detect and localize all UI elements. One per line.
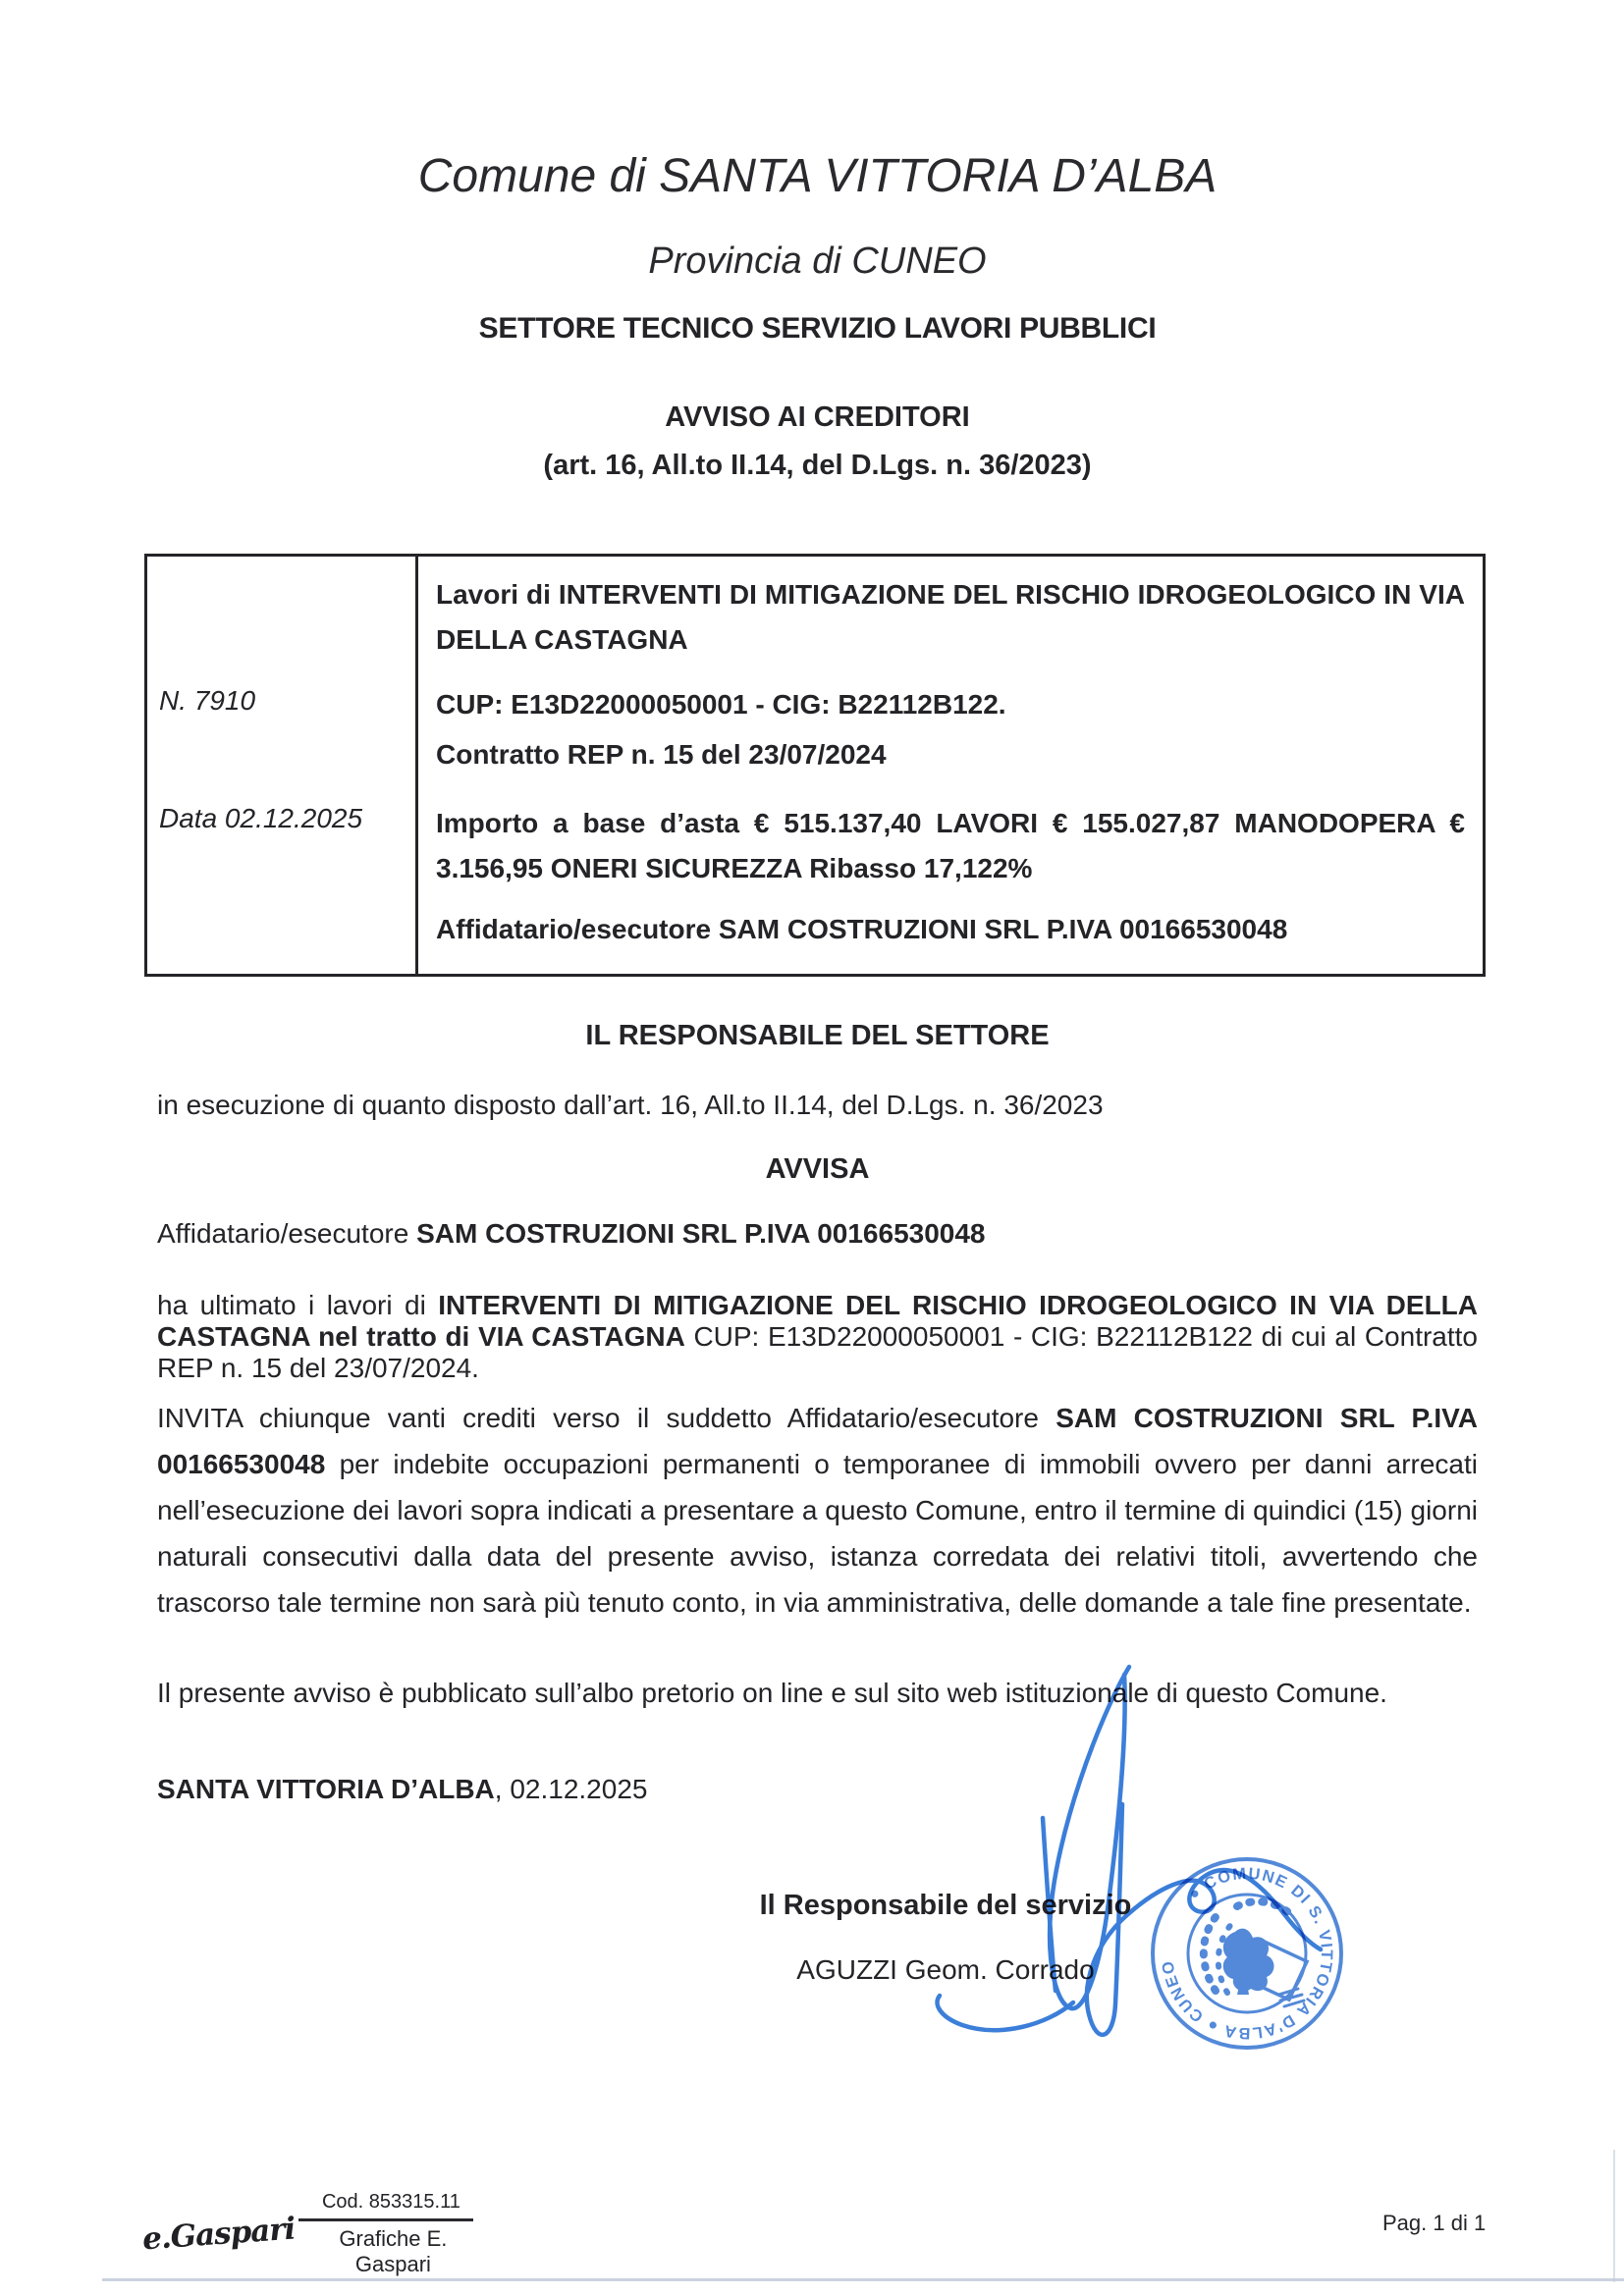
completion-pre: ha ultimato i lavori di	[157, 1289, 439, 1320]
completion-works-name: INTERVENTI DI MITIGAZIONE DEL RISCHIO IDROGEOLOGICO IN VIA DELLA CASTAGNA nel tratto di VIA CASTAGNA	[157, 1289, 1478, 1352]
invitation-paragraph	[157, 1395, 1478, 1626]
cup-cig-codes: CUP: E13D22000050001 - CIG: B22112B122.	[436, 689, 1006, 721]
registry-table	[144, 554, 1486, 976]
document-content	[157, 0, 1478, 1986]
protocol-number: N. 7910	[159, 685, 256, 717]
signer-name: AGUZZI Geom. Corrado	[796, 1953, 1095, 1985]
contractor-line	[157, 1217, 1478, 1251]
contract-amounts: Importo a base d’asta € 515.137,40 LAVORI € 155.027,87 MANODOPERA € 3.156,95 ONERI SICUREZZA Ribasso 17,122%	[436, 808, 1465, 883]
date-value: , 02.12.2025	[494, 1774, 648, 1805]
premise-line: in esecuzione di quanto disposto dall’art. 16, All.to II.14, del D.Lgs. n. 36/2023	[157, 1089, 1104, 1120]
works-title: Lavori di INTERVENTI DI MITIGAZIONE DEL RISCHIO IDROGEOLOGICO IN VIA DELLA CASTAGNA	[436, 579, 1465, 656]
contractor-line-table: Affidatario/esecutore SAM COSTRUZIONI SRL P.IVA 00166530048	[436, 913, 1288, 944]
printer-info	[298, 2191, 473, 2277]
invitation-pre: INVITA chiunque vanti crediti verso il suddetto Affidatario/esecutore	[157, 1403, 1056, 1434]
printer-name: Grafiche E. Gaspari	[339, 2226, 448, 2276]
contractor-prefix: Affidatario/esecutore	[157, 1218, 417, 1250]
scan-edge-bottom	[102, 2278, 1624, 2281]
official-heading: IL RESPONSABILE DEL SETTORE	[585, 1019, 1050, 1051]
province-title: Provincia di CUNEO	[648, 240, 987, 282]
department-title: SETTORE TECNICO SERVIZIO LAVORI PUBBLICI	[478, 311, 1157, 345]
registry-table-right-cell	[418, 557, 1483, 973]
printer-logo: e.Gaspari	[140, 2211, 297, 2258]
signer-role: Il Responsabile del servizio	[759, 1889, 1132, 1921]
stamp-ring-text: ● COMUNE DI S. VITTORIA D'ALBA ● CUNEO	[1159, 1864, 1336, 2043]
place-date-line	[157, 1773, 1478, 1806]
scan-edge-right	[1613, 2150, 1615, 2282]
completion-paragraph	[157, 1290, 1478, 1385]
municipality-title: Comune di SANTA VITTORIA D’ALBA	[417, 150, 1218, 202]
place-name: SANTA VITTORIA D’ALBA	[157, 1774, 495, 1805]
protocol-date: Data 02.12.2025	[159, 802, 363, 833]
form-code: Cod. 853315.11	[298, 2191, 473, 2221]
completion-post: CUP: E13D22000050001 - CIG: B22112B122 di cui al Contratto REP n. 15 del 23/07/2024.	[157, 1320, 1479, 1384]
contractor-name: SAM COSTRUZIONI SRL P.IVA 00166530048	[416, 1218, 986, 1250]
contract-reference: Contratto REP n. 15 del 23/07/2024	[436, 739, 887, 771]
invitation-contractor-name: SAM COSTRUZIONI SRL P.IVA 00166530048	[157, 1403, 1478, 1480]
notice-reference: (art. 16, All.to II.14, del D.Lgs. n. 36/2023)	[543, 450, 1092, 482]
registry-table-left-cell	[147, 557, 418, 973]
printer-brand-block	[142, 2191, 473, 2277]
signature-block	[587, 1890, 1304, 1987]
announces-heading: AVVISA	[765, 1153, 870, 1186]
notice-title: AVVISO AI CREDITORI	[665, 400, 970, 433]
page-indicator: Pag. 1 di 1	[1382, 2211, 1487, 2235]
invitation-post: per indebite occupazioni permanenti o temporanee di immobili ovvero per danni arrecati nell’esecuzione dei lavori sopra indicati a presentare a questo Comune, entro il termine di quindici (15) giorni naturali consecutivi dalla data del presente avviso, istanza corredata dei relativi titoli, avvertendo che trascorso tale termine non sarà più tenuto conto, in via amministrativa, delle domande a tale fine presentate.	[157, 1449, 1478, 1619]
publication-line: Il presente avviso è pubblicato sull’albo pretorio on line e sul sito web istituzionale di questo Comune.	[157, 1678, 1387, 1709]
